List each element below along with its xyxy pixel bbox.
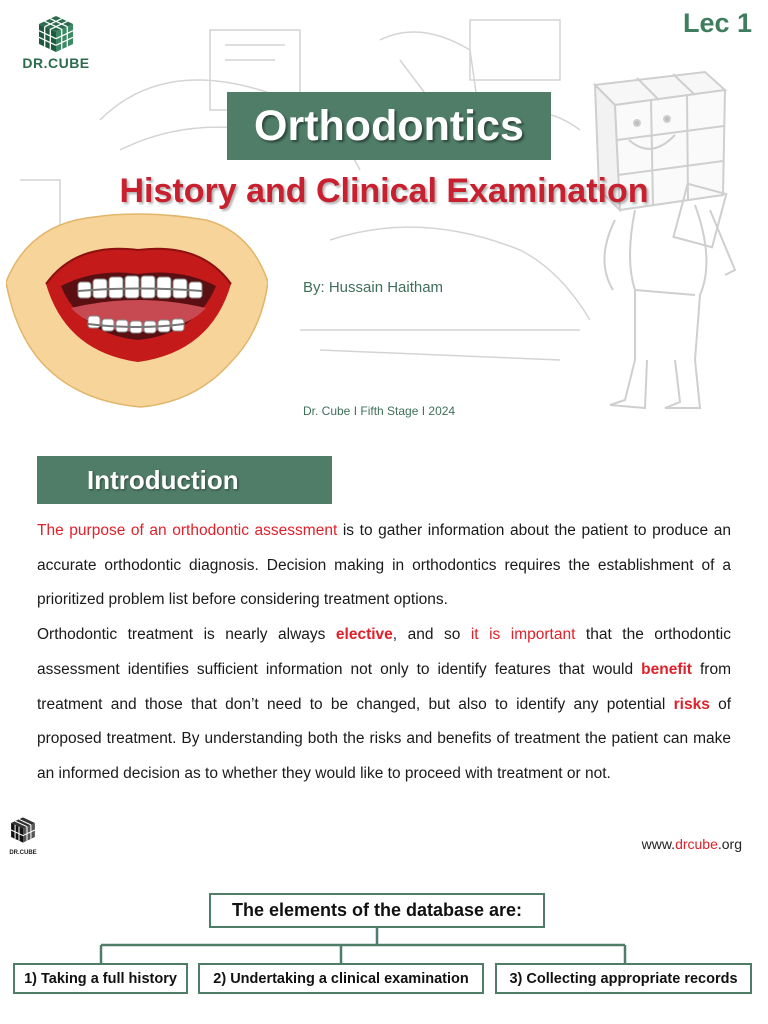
introduction-heading: Introduction — [87, 464, 239, 495]
subtitle: History and Clinical Examination — [119, 172, 649, 210]
database-item-records: 3) Collecting appropriate records — [495, 963, 752, 994]
database-item-history: 1) Taking a full history — [13, 963, 188, 994]
small-dr-cube-logo — [7, 815, 39, 857]
introduction-heading-box — [37, 456, 332, 504]
introduction-body — [37, 514, 731, 792]
website-link[interactable]: www.drcube.org — [641, 836, 742, 852]
lecture-label: Lec 1 — [682, 8, 752, 38]
database-tree-connectors — [0, 928, 768, 968]
logo-text: DR.CUBE — [22, 55, 90, 71]
stage-line: Dr. Cube I Fifth Stage I 2024 — [303, 404, 456, 418]
cube-logo-icon — [36, 14, 76, 54]
database-heading: The elements of the database are: — [231, 900, 523, 920]
dr-cube-logo — [16, 14, 96, 71]
important-emphasis: it is important — [470, 626, 576, 644]
cube-mascot-illustration — [585, 60, 760, 420]
main-title-box — [227, 92, 551, 160]
elective-emphasis: elective — [335, 626, 393, 644]
main-title: Orthodontics — [254, 101, 524, 150]
database-heading-box — [209, 893, 545, 928]
risks-emphasis: risks — [673, 695, 710, 713]
benefit-emphasis: benefit — [641, 660, 692, 678]
small-logo-text: DR.CUBE — [9, 850, 37, 856]
intro-paragraph-2: Orthodontic treatment is nearly always elective, and so it is important that the orthodontic assessment identifies sufficient information not only to identify features that would benefit from treatment and those that don’t need to be changed, but also to identify any potential risks of proposed treatment. By understanding both the risks and benefits of treatment the patient can make an informed decision as to whether they would like to proceed with treatment or not. — [37, 626, 732, 782]
author-line: By: Hussain Haitham — [303, 279, 444, 296]
intro-paragraph-1: The purpose of an orthodontic assessment is to gather information about the patient to produce an accurate orthodontic diagnosis. Decision making in orthodontics requires the establishment of a prioritized problem list before considering treatment options. — [37, 522, 731, 609]
database-item-examination: 2) Undertaking a clinical examination — [198, 963, 484, 994]
purpose-highlight: The purpose of an orthodontic assessment — [37, 522, 338, 539]
mouth-braces-illustration — [6, 212, 268, 412]
small-cube-logo-icon — [9, 815, 37, 845]
